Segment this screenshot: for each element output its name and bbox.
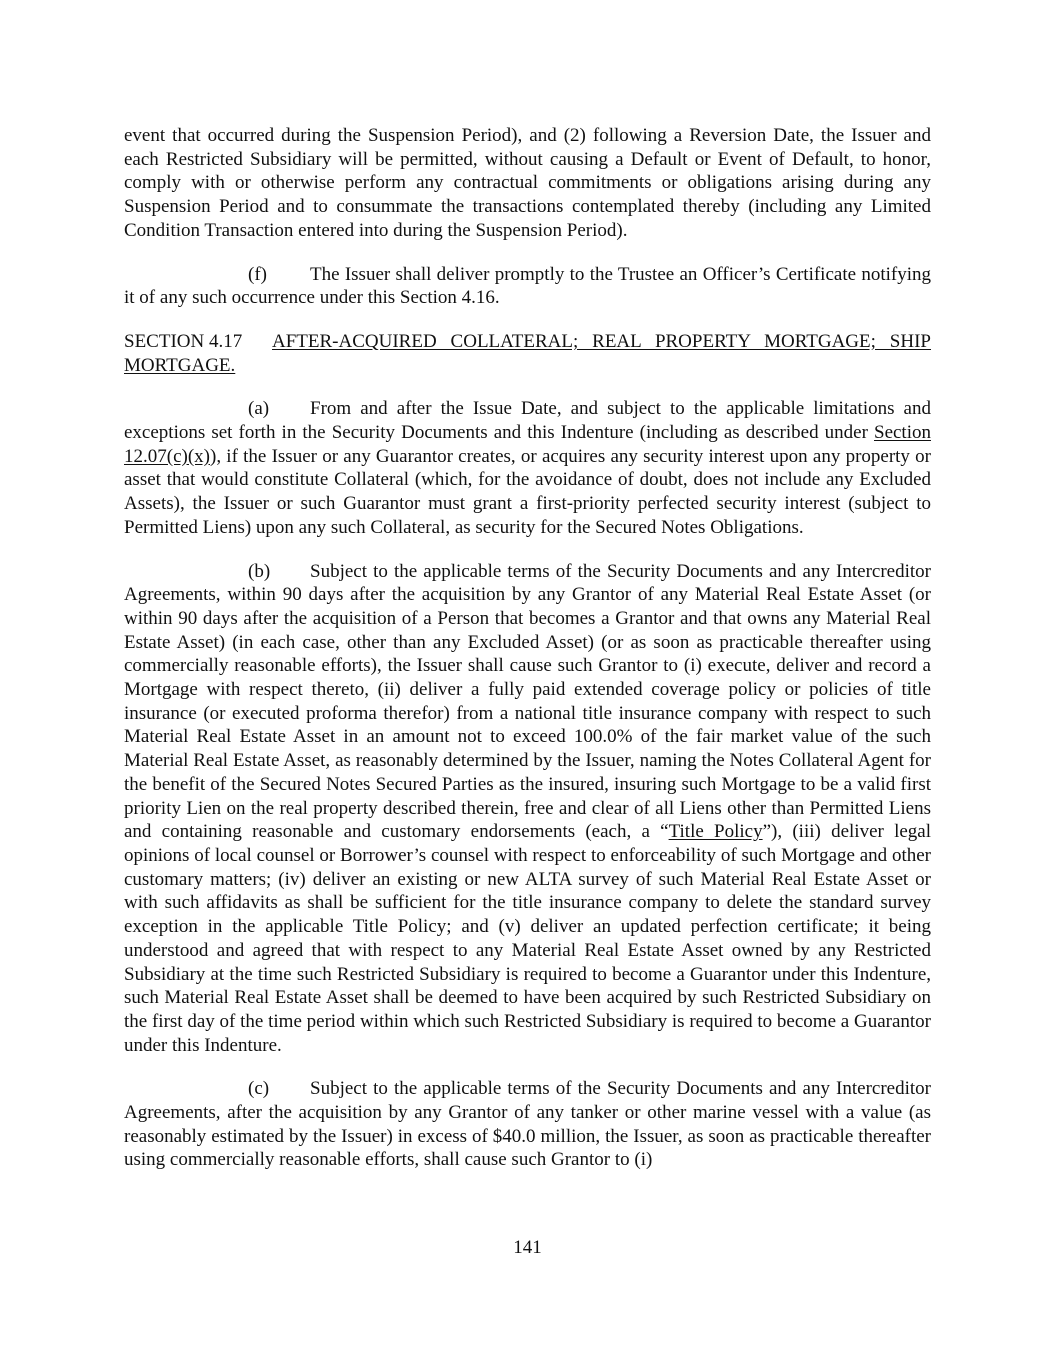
paragraph-c-label: (c) [248,1078,270,1100]
document-page [124,124,931,1192]
section-title: AFTER-ACQUIRED COLLATERAL; REAL PROPERTY MORTGAGE; SHIP MORTGAGE. [124,330,931,376]
paragraph-a-label: (a) [248,398,270,420]
paragraph-continued: event that occurred during the Suspension Period), and (2) following a Reversion Date, the Issuer and each Restricted Subsidiary will be permitted, without causing a Default or Event of Default, to honor, comply with or otherwise perform any contractual commitments or obligations arising during any Suspension Period and to consummate the transactions contemplated thereby (including any Limited Condition Transaction entered into during the Suspension Period). [124,125,931,241]
page-number: 141 [513,1237,542,1258]
paragraph-f-label: (f) [248,263,267,285]
paragraph-a-text-2: ), if the Issuer or any Guarantor creates, or acquires any security interest upon any property or asset that would constitute Collateral (which, for the avoidance of doubt, does not include any Excluded Assets), the Issuer or such Guarantor must grant a first-priority perfected security interest (subject to Permitted Liens) upon any such Collateral, as security for the Secured Notes Obligations. [124,445,931,538]
paragraph-c-text: Subject to the applicable terms of the Security Documents and any Intercreditor Agreements, after the acquisition by any Grantor of any tanker or other marine vessel with a value (as reasonably estimated by the Issuer) in excess of $40.0 million, the Issuer, as soon as practicable thereafter using commercially reasonable efforts, shall cause such Grantor to (i) [124,1078,931,1171]
section-number: SECTION 4.17 [124,330,243,352]
paragraph-b-text-1: Subject to the applicable terms of the Security Documents and any Intercreditor Agreements, within 90 days after the acquisition by any Grantor of any Material Real Estate Asset (or within 90 days after the acquisition of a Person that becomes a Grantor and that owns any Material Real Estate Asset) (in each case, other than any Excluded Asset) (or as soon as practicable thereafter using commercially reasonable efforts), the Issuer shall cause such Grantor to (i) execute, deliver and record a Mortgage with respect thereto, (ii) deliver a fully paid extended coverage policy or policies of title insurance (or executed proforma therefor) from a national title insurance company with respect to such Material Real Estate Asset in an amount not to exceed 100.0% of the fair market value of the such Material Real Estate Asset, as reasonably determined by the Issuer, naming the Notes Collateral Agent for the benefit of the Secured Notes Secured Parties as the insured, insuring such Mortgage to be a valid first priority Lien on the real property described therein, free and clear of all Liens other than Permitted Liens and containing reasonable and customary endorsements (each, a “ [124,560,931,843]
paragraph-f [124,263,931,310]
section-heading [124,330,931,377]
paragraph-a-text-1: From and after the Issue Date, and subject to the applicable limitations and exceptions set forth in the Security Documents and this Indenture (including as described under [124,398,931,444]
section-cross-reference: Section 12.07(c)(x) [124,422,931,467]
defined-term-title-policy: Title Policy [668,821,763,843]
paragraph-f-text: The Issuer shall deliver promptly to the Trustee an Officer’s Certificate notifying it of any such occurrence under this Section 4.16. [124,263,931,309]
paragraph-b-label: (b) [248,560,271,582]
paragraph-c [124,1077,931,1172]
paragraph-a [124,397,931,539]
paragraph-b [124,560,931,1058]
paragraph-b-text-2: ”), (iii) deliver legal opinions of local counsel or Borrower’s counsel with respect to enforceability of such Mortgage and other customary matters; (iv) deliver an existing or new ALTA survey of such Material Real Estate Asset or with such affidavits as shall be sufficient for the title insurance company to delete the standard survey exception in the applicable Title Policy; and (v) deliver an updated perfection certificate; it being understood and agreed that with respect to any Material Real Estate Asset owned by any Restricted Subsidiary at the time such Restricted Subsidiary is required to become a Guarantor under this Indenture, such Material Real Estate Asset shall be deemed to have been acquired by such Restricted Subsidiary on the first day of the time period within which such Restricted Subsidiary is required to become a Guarantor under this Indenture. [124,821,931,1056]
